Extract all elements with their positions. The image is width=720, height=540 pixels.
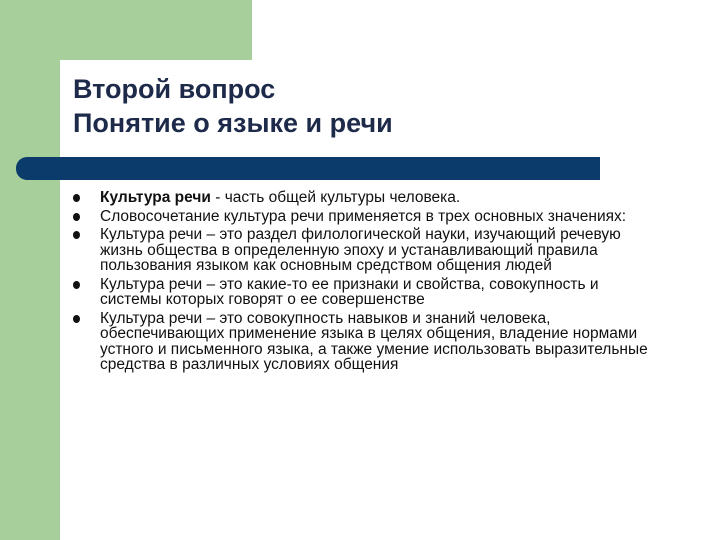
bullet-item xyxy=(73,190,653,206)
slide-title xyxy=(73,72,393,140)
bullet-term: Культура речи xyxy=(100,189,211,206)
decorative-green-strip xyxy=(0,60,60,540)
bullet-list xyxy=(73,190,653,376)
bullet-text: Словосочетание культура речи применяется в трех основных значениях: xyxy=(100,207,627,225)
bullet-dot-icon xyxy=(73,213,80,221)
bullet-item xyxy=(73,227,653,274)
bullet-dot-icon xyxy=(73,281,80,289)
title-line-1: Второй вопрос xyxy=(73,74,276,104)
bullet-text: Культура речи – это совокупность навыков и знаний человека, обеспечивающих применение языка в целях общения, владение нормами устного и письменного языка, а также умение использовать выразительные средства в различных условиях общения xyxy=(100,309,648,373)
bullet-dot-icon xyxy=(73,194,80,202)
bullet-text: Культура речи – это раздел филологической науки, изучающий речевую жизнь общества в определенную эпоху и устанавливающий правила пользования языком как основным средством общения людей xyxy=(100,226,621,274)
bullet-dot-icon xyxy=(73,231,80,239)
bullet-item xyxy=(73,277,653,308)
bullet-item xyxy=(73,209,653,225)
bullet-dot-icon xyxy=(73,315,80,323)
decorative-green-block xyxy=(0,0,252,60)
bullet-item xyxy=(73,311,653,373)
title-divider-bar xyxy=(16,157,600,180)
title-line-2: Понятие о языке и речи xyxy=(73,108,393,138)
bullet-text: - часть общей культуры человека. xyxy=(210,189,461,206)
bullet-text: Культура речи – это какие-то ее признаки и свойства, совокупность и системы которых говорят о ее совершенстве xyxy=(100,275,599,308)
